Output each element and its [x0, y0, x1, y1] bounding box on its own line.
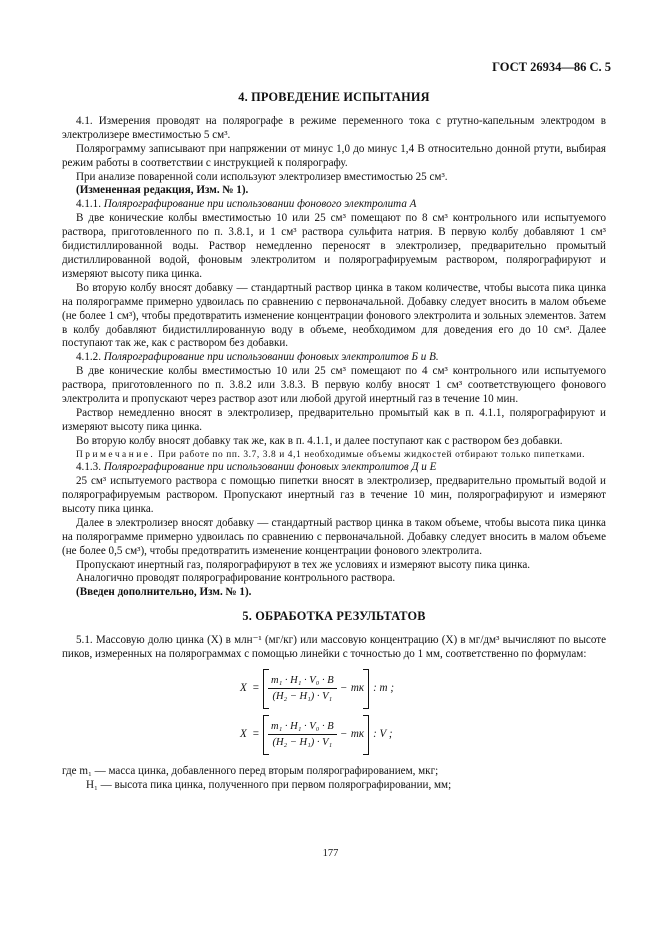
formula-mk: mк — [350, 727, 365, 740]
legend-line: где m₁ — масса цинка, добавленного перед вторым полярографированием, мкг; — [62, 764, 439, 777]
formula-fraction — [268, 674, 337, 705]
section-4-title: 4. ПРОВЕДЕНИЕ ИСПЫТАНИЯ — [238, 90, 430, 104]
formula-numerator: m₁ · H₁ · V₀ · B — [268, 674, 337, 690]
paragraph: Во вторую колбу вносят добавку так же, как в п. 4.1.1, и далее поступают как с раствором без добавки. — [76, 434, 563, 447]
subsection-number: 4.1.2. — [76, 351, 101, 364]
formula-legend — [62, 765, 606, 793]
formula-equals: = — [252, 727, 260, 740]
formula-mass-concentration — [240, 714, 393, 756]
subsection-heading — [62, 461, 606, 475]
formula-denominator: (H₂ − H₁) · V₁ — [272, 737, 333, 749]
formula-tail: : m ; — [373, 681, 395, 694]
paragraph: 25 см³ испытуемого раствора с помощью пипетки вносят в электролизер, предварительно промытый водой и полярографируемым раствором. Пропускают инертный газ в течение 10 мин, полярографируют и измеряют высоту пика цинка. — [62, 475, 606, 515]
paragraph: Далее в электролизер вносят добавку — стандартный раствор цинка в таком объеме, чтобы высота пика цинка на полярограмме примерно удвоилась по сравнению с первоначальной. Добавку следует вносить в малом объеме (не более 0,5 см³), чтобы предотвратить изменение концентрации фонового электролита. — [62, 516, 606, 557]
paragraph: В две конические колбы вместимостью 10 или 25 см³ помещают по 4 см³ контрольного или испытуемого раствора, приготовленного по п. 3.8.2 или 3.8.3. В первую колбу вносят 1 см³ соответствующего фонового электролита и пропускают через раствор азот или любой другой инертный газ в течение 10 мин. — [62, 365, 606, 406]
paragraph: Раствор немедленно вносят в электролизер, предварительно промытый как в п. 4.1.1, полярографируют и измеряют высоту пика цинка. — [62, 406, 606, 433]
paragraph: 4.1. Измерения проводят на полярографе в режиме переменного тока с ртутно-капельным электродом в электролизере вместимостью 5 см³. — [62, 114, 606, 141]
paragraph: Полярограмму записывают при напряжении от минус 1,0 до минус 1,4 В относительно донной ртути, выбирая режим работы в соответствии с инструкцией к полярографу. — [62, 142, 606, 169]
note-label: Примечание. — [76, 449, 156, 460]
note — [62, 449, 606, 462]
subsection-title: Полярографирование при использовании фоновых электролитов Д и Е — [103, 461, 437, 474]
subsection-heading — [62, 351, 606, 365]
subsection-number: 4.1.1. — [76, 198, 101, 211]
note-text: При работе по пп. 3.7, 3.8 и 4,1 необходимые объемы жидкостей отбирают только пипетками. — [158, 449, 586, 460]
formula-lhs: X — [240, 727, 247, 740]
paragraph: При анализе поваренной соли используют электролизер вместимостью 25 см³. — [76, 170, 448, 183]
subsection-heading — [62, 198, 606, 212]
paragraph: Во вторую колбу вносят добавку — стандартный раствор цинка в таком количестве, чтобы высота пика цинка на полярограмме примерно удвоилась по сравнению с первоначальной. Добавку следует вносить в малом объеме (не более 1 см³), чтобы предотвратить изменение концентрации фонового электролита и зольных элементов. Затем в колбу добавляют бидистиллированную воду в объеме, необходимом для доведения его до 10 см³. Далее поступают так же, как с раствором без добавки. — [62, 281, 606, 350]
section-5-title: 5. ОБРАБОТКА РЕЗУЛЬТАТОВ — [242, 609, 426, 624]
page-number: 177 — [322, 848, 339, 859]
amendment-note: (Введен дополнительно, Изм. № 1). — [76, 586, 252, 599]
formula-minus: − — [340, 727, 347, 740]
subsection-number: 4.1.3. — [76, 461, 101, 474]
formula-tail: : V ; — [373, 727, 393, 740]
subsection-title: Полярографирование при использовании фоновых электролитов Б и В. — [103, 351, 439, 364]
paragraph: В две конические колбы вместимостью 10 или 25 см³ помещают по 8 см³ контрольного или испытуемого раствора, приготовленного по п. 3.8.1, и 1 см³ раствора сульфита натрия. В первую колбу добавляют 1 см³ бидистиллированной воды. Раствор немедленно переносят в электролизер, предварительно промытый дистиллированной водой, фоновым электролитом и полярографируемым раствором, полярографируют и измеряют высоту пика цинка. — [62, 212, 606, 280]
formula-bracket — [263, 669, 369, 709]
formula-minus: − — [340, 681, 347, 694]
legend-line: H₁ — высота пика цинка, полученного при первом полярографировании, мм; — [86, 778, 452, 791]
formula-mass-fraction — [240, 668, 394, 710]
amendment-note: (Измененная редакция, Изм. № 1). — [76, 184, 249, 197]
formula-fraction — [268, 720, 337, 751]
paragraph: 5.1. Массовую долю цинка (X) в млн⁻¹ (мг/кг) или массовую концентрацию (X) в мг/дм³ вычисляют по высоте пиков, измеренных на полярограммах с помощью линейки с точностью до 1 мм, соответственно по формулам: — [62, 634, 606, 661]
formula-mk: mк — [350, 681, 365, 694]
formula-lhs: X — [240, 681, 247, 694]
formula-denominator: (H₂ − H₁) · V₁ — [272, 691, 333, 703]
formula-equals: = — [252, 681, 260, 694]
formula-numerator: m₁ · H₁ · V₀ · B — [268, 720, 337, 736]
document-body — [62, 88, 606, 793]
page-header: ГОСТ 26934—86 С. 5 — [492, 60, 611, 74]
paragraph: Пропускают инертный газ, полярографируют в тех же условиях и измеряют высоту пика цинка. — [76, 558, 531, 571]
formula-bracket — [263, 715, 369, 755]
formulas-block — [62, 666, 606, 761]
paragraph: Аналогично проводят полярографирование контрольного раствора. — [76, 572, 396, 585]
subsection-title: Полярографирование при использовании фонового электролита А — [103, 198, 417, 211]
